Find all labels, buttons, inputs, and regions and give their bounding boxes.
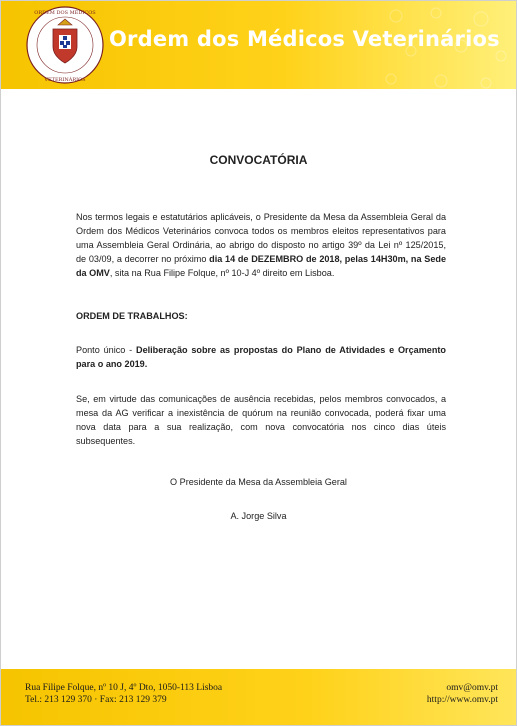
footer-email[interactable]: omv@omv.pt (446, 683, 498, 693)
footer-website[interactable]: http://www.omv.pt (426, 695, 498, 705)
quorum-paragraph: Se, em virtude das comunicações de ausência recebidas, pelos membros convocados, a mesa da AG verificar a inexistência de quórum na reunião convocada, poderá fixar uma nova data para a sua realização, com nova convocatória nos cinco dias úteis subsequentes. (76, 394, 446, 446)
document-title: CONVOCATÓRIA (209, 153, 308, 167)
omv-emblem-icon (25, 5, 105, 85)
agenda-heading: ORDEM DE TRABALHOS: (76, 311, 188, 321)
svg-text:ORDEM DOS MÉDICOS: ORDEM DOS MÉDICOS (34, 10, 96, 16)
convocation-text-c: , sita na Rua Filipe Folque, nº 10-J 4º direito em Lisboa. (109, 268, 335, 278)
letterhead-footer (1, 669, 516, 725)
organization-name: Ordem dos Médicos Veterinários (109, 27, 500, 51)
convocation-paragraph (76, 210, 446, 280)
convocation-text-a: Nos termos legais e estatutários aplicáveis, o Presidente da Mesa da Assembleia Geral da Ordem dos Médicos Veterinários convoca todos os membros eleitos representativos para uma Assembleia Geral Ordinária, ao abrigo do disposto no artigo 39º da Lei nº 125/2015, de 03/09, a decorrer no próximo (76, 212, 446, 264)
signature-role: O Presidente da Mesa da Assembleia Geral (170, 477, 347, 487)
agenda-item-prefix: Ponto único - (76, 345, 136, 355)
svg-text:VETERINÁRIOS: VETERINÁRIOS (44, 77, 86, 83)
signature-name: A. Jorge Silva (230, 511, 287, 521)
meeting-date-location: dia 14 de DEZEMBRO de 2018, pelas 14H30m, na Sede da OMV (76, 254, 446, 278)
footer-address: Rua Filipe Folque, nº 10 J, 4º Dto, 1050-113 Lisboa (25, 683, 223, 693)
footer-phones: Tel.: 213 129 370 · Fax: 213 129 379 (25, 695, 167, 705)
agenda-item-text: Deliberação sobre as propostas do Plano de Atividades e Orçamento para o ano 2019. (76, 345, 446, 369)
letterhead-header (1, 1, 516, 89)
agenda-item (76, 343, 446, 371)
